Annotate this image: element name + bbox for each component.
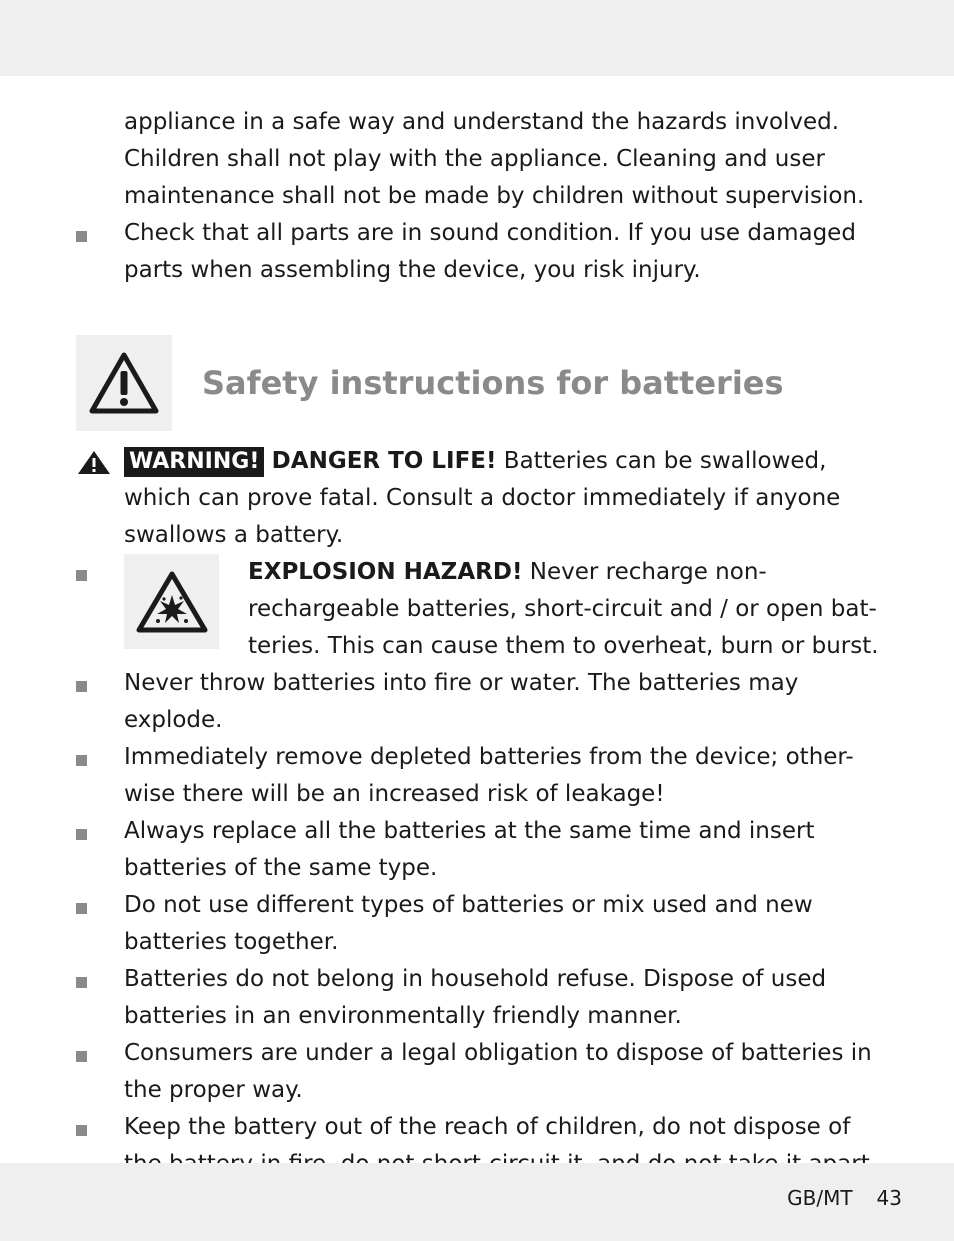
warning-badge: WARNING! bbox=[124, 447, 264, 477]
page-number: 43 bbox=[876, 1186, 902, 1210]
list-item bbox=[124, 961, 884, 1035]
list-item-text: Always replace all the batteries at the same time and insert batteries of the same type. bbox=[124, 818, 815, 881]
list-item-text: Immediately remove depleted batteries from the device; other-wise there will be an increased risk of leakage! bbox=[124, 744, 854, 807]
explosion-text: Never recharge non-rechargeable batteries, short-circuit and / or open bat-teries. This can cause them to overheat, burn or burst. bbox=[248, 559, 879, 659]
explosion-hazard-icon bbox=[124, 554, 219, 649]
list-item bbox=[124, 739, 884, 813]
list-item-text: Consumers are under a legal obligation to dispose of batteries in the proper way. bbox=[124, 1040, 872, 1103]
list-item-explosion bbox=[124, 554, 884, 665]
bullet-icon bbox=[76, 977, 87, 988]
warning-heading: DANGER TO LIFE! bbox=[271, 448, 497, 474]
list-item-text: Check that all parts are in sound condition. If you use damaged parts when assembling the device, you risk injury. bbox=[124, 220, 856, 283]
warning-notice bbox=[124, 443, 884, 554]
bullet-icon bbox=[76, 755, 87, 766]
footer-language: GB/MT bbox=[787, 1186, 853, 1210]
bullet-icon bbox=[76, 903, 87, 914]
list-item bbox=[124, 215, 884, 289]
page-footer bbox=[787, 1186, 902, 1210]
list-item-text: Never throw batteries into fire or water. The batteries may explode. bbox=[124, 670, 799, 733]
bullet-icon bbox=[76, 829, 87, 840]
bullet-icon bbox=[76, 681, 87, 692]
page-content bbox=[124, 104, 884, 1183]
list-item bbox=[124, 887, 884, 961]
bullet-icon bbox=[76, 1125, 87, 1136]
list-item bbox=[124, 665, 884, 739]
header-band bbox=[0, 0, 954, 76]
bullet-icon bbox=[76, 1051, 87, 1062]
warning-text: Batteries can be swallowed, which can prove fatal. Consult a doctor immediately if anyone swallows a battery. bbox=[124, 448, 841, 548]
explosion-heading: EXPLOSION HAZARD! bbox=[248, 559, 523, 585]
section-header bbox=[76, 335, 884, 431]
warning-small-icon bbox=[76, 449, 112, 476]
intro-continuation: appliance in a safe way and understand the hazards involved. Children shall not play with the appliance. Cleaning and user maintenance shall not be made by children without supervision. bbox=[124, 109, 865, 209]
bullet-icon bbox=[76, 570, 87, 581]
list-item-text: Keep the battery out of the reach of children, do not dispose of bbox=[124, 1114, 851, 1140]
warning-triangle-icon bbox=[76, 335, 172, 431]
list-item-text: Do not use different types of batteries or mix used and new batteries together. bbox=[124, 892, 813, 955]
list-item bbox=[124, 813, 884, 887]
bullet-icon bbox=[76, 231, 87, 242]
section-title: Safety instructions for batteries bbox=[202, 363, 784, 402]
list-item bbox=[124, 1035, 884, 1109]
list-item-text: Batteries do not belong in household refuse. Dispose of used batteries in an environmentally friendly manner. bbox=[124, 966, 827, 1029]
